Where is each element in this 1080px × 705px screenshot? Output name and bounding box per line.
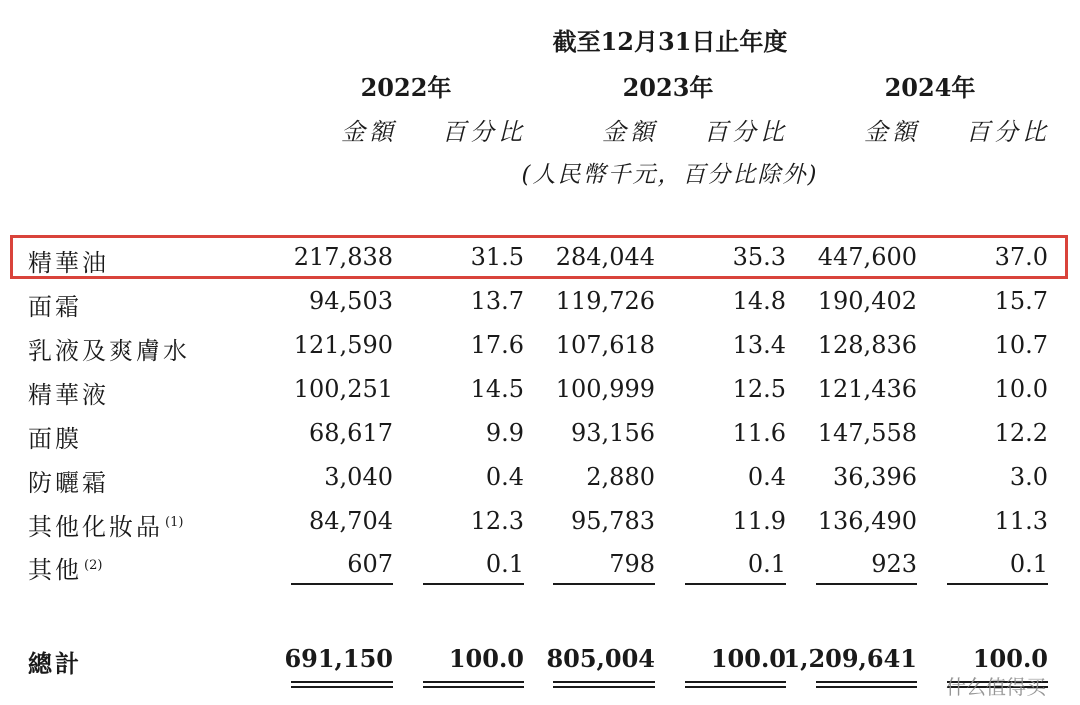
table-cell: 84,704 bbox=[309, 507, 393, 535]
table-cell: 12.5 bbox=[732, 375, 786, 403]
table-cell: 36,396 bbox=[833, 463, 917, 491]
row-label bbox=[28, 507, 183, 542]
table-cell: 607 bbox=[347, 550, 393, 578]
table-cell: 2,880 bbox=[586, 463, 655, 491]
table-cell: 12.2 bbox=[994, 419, 1048, 447]
total-cell: 805,004 bbox=[546, 644, 655, 673]
table-cell: 0.1 bbox=[747, 550, 786, 578]
subtotal-rule bbox=[553, 583, 655, 585]
amount-header-2024: 金額 bbox=[864, 118, 920, 146]
amount-header-2022: 金額 bbox=[341, 118, 397, 146]
row-label-text: 其他化妝品 bbox=[28, 513, 163, 541]
table-cell: 284,044 bbox=[555, 243, 655, 271]
row-label bbox=[28, 419, 82, 454]
row-label bbox=[28, 287, 82, 322]
total-label: 總計 bbox=[28, 649, 82, 678]
table-cell: 3.0 bbox=[1009, 463, 1048, 491]
total-double-rule bbox=[423, 686, 524, 688]
table-cell: 9.9 bbox=[485, 419, 524, 447]
total-cell: 100.0 bbox=[972, 644, 1048, 673]
period-heading: 截至12月31日止年度 bbox=[552, 27, 788, 56]
table-cell: 147,558 bbox=[817, 419, 917, 447]
total-double-rule bbox=[291, 681, 393, 683]
footnote-marker: (2) bbox=[84, 558, 103, 573]
row-label-text: 精華油 bbox=[28, 249, 109, 277]
table-cell: 100,251 bbox=[293, 375, 393, 403]
table-cell: 31.5 bbox=[470, 243, 524, 271]
table-cell: 0.1 bbox=[1009, 550, 1048, 578]
total-double-rule bbox=[291, 686, 393, 688]
row-label-text: 其他 bbox=[28, 556, 82, 584]
table-cell: 10.0 bbox=[994, 375, 1048, 403]
table-cell: 11.3 bbox=[994, 507, 1048, 535]
row-label-text: 精華液 bbox=[28, 381, 109, 409]
table-cell: 12.3 bbox=[470, 507, 524, 535]
table-cell: 0.4 bbox=[485, 463, 524, 491]
table-cell: 11.9 bbox=[732, 507, 786, 535]
row-label-text: 面膜 bbox=[28, 425, 82, 453]
footnote-marker: (1) bbox=[165, 515, 184, 530]
table-cell: 447,600 bbox=[817, 243, 917, 271]
row-label bbox=[28, 375, 109, 410]
row-label bbox=[28, 331, 190, 366]
table-cell: 17.6 bbox=[470, 331, 524, 359]
total-double-rule bbox=[423, 681, 524, 683]
table-cell: 798 bbox=[609, 550, 655, 578]
year-2023-heading: 2023年 bbox=[622, 73, 714, 102]
total-double-rule bbox=[553, 686, 655, 688]
total-double-rule bbox=[685, 681, 786, 683]
table-cell: 95,783 bbox=[571, 507, 655, 535]
table-cell: 121,590 bbox=[293, 331, 393, 359]
table-cell: 217,838 bbox=[293, 243, 393, 271]
table-cell: 0.4 bbox=[747, 463, 786, 491]
table-cell: 14.8 bbox=[732, 287, 786, 315]
table-cell: 923 bbox=[871, 550, 917, 578]
table-cell: 37.0 bbox=[994, 243, 1048, 271]
row-label bbox=[28, 550, 102, 585]
pct-header-2024: 百分比 bbox=[966, 118, 1050, 146]
subtotal-rule bbox=[816, 583, 917, 585]
table-cell: 94,503 bbox=[309, 287, 393, 315]
total-cell: 100.0 bbox=[448, 644, 524, 673]
table-cell: 3,040 bbox=[324, 463, 393, 491]
pct-header-2022: 百分比 bbox=[442, 118, 526, 146]
table-cell: 100,999 bbox=[555, 375, 655, 403]
subtotal-rule bbox=[423, 583, 524, 585]
subtotal-rule bbox=[947, 583, 1048, 585]
pct-header-2023: 百分比 bbox=[704, 118, 788, 146]
row-label bbox=[28, 243, 109, 278]
year-2024-heading: 2024年 bbox=[884, 73, 976, 102]
row-label-text: 防曬霜 bbox=[28, 469, 109, 497]
total-cell: 1,209,641 bbox=[783, 644, 917, 673]
total-double-rule bbox=[816, 686, 917, 688]
table-cell: 13.7 bbox=[470, 287, 524, 315]
subtotal-rule bbox=[291, 583, 393, 585]
total-double-rule bbox=[553, 681, 655, 683]
total-cell: 691,150 bbox=[284, 644, 393, 673]
table-cell: 35.3 bbox=[732, 243, 786, 271]
row-label-text: 乳液及爽膚水 bbox=[28, 337, 190, 365]
subtotal-rule bbox=[685, 583, 786, 585]
total-cell: 100.0 bbox=[710, 644, 786, 673]
table-cell: 190,402 bbox=[817, 287, 917, 315]
table-cell: 119,726 bbox=[555, 287, 655, 315]
table-cell: 10.7 bbox=[994, 331, 1048, 359]
table-cell: 11.6 bbox=[732, 419, 786, 447]
year-2022-heading: 2022年 bbox=[360, 73, 452, 102]
table-cell: 107,618 bbox=[555, 331, 655, 359]
table-cell: 93,156 bbox=[571, 419, 655, 447]
table-cell: 128,836 bbox=[817, 331, 917, 359]
row-label-text: 面霜 bbox=[28, 293, 82, 321]
table-cell: 136,490 bbox=[817, 507, 917, 535]
total-double-rule bbox=[816, 681, 917, 683]
table-cell: 14.5 bbox=[470, 375, 524, 403]
amount-header-2023: 金額 bbox=[602, 118, 658, 146]
watermark: 什么值得买 bbox=[946, 675, 1046, 699]
row-label bbox=[28, 463, 109, 498]
total-double-rule bbox=[685, 686, 786, 688]
table-cell: 121,436 bbox=[817, 375, 917, 403]
table-cell: 15.7 bbox=[994, 287, 1048, 315]
table-cell: 68,617 bbox=[309, 419, 393, 447]
unit-note: (人民幣千元，百分比除外) bbox=[521, 162, 819, 188]
table-cell: 0.1 bbox=[485, 550, 524, 578]
table-cell: 13.4 bbox=[732, 331, 786, 359]
